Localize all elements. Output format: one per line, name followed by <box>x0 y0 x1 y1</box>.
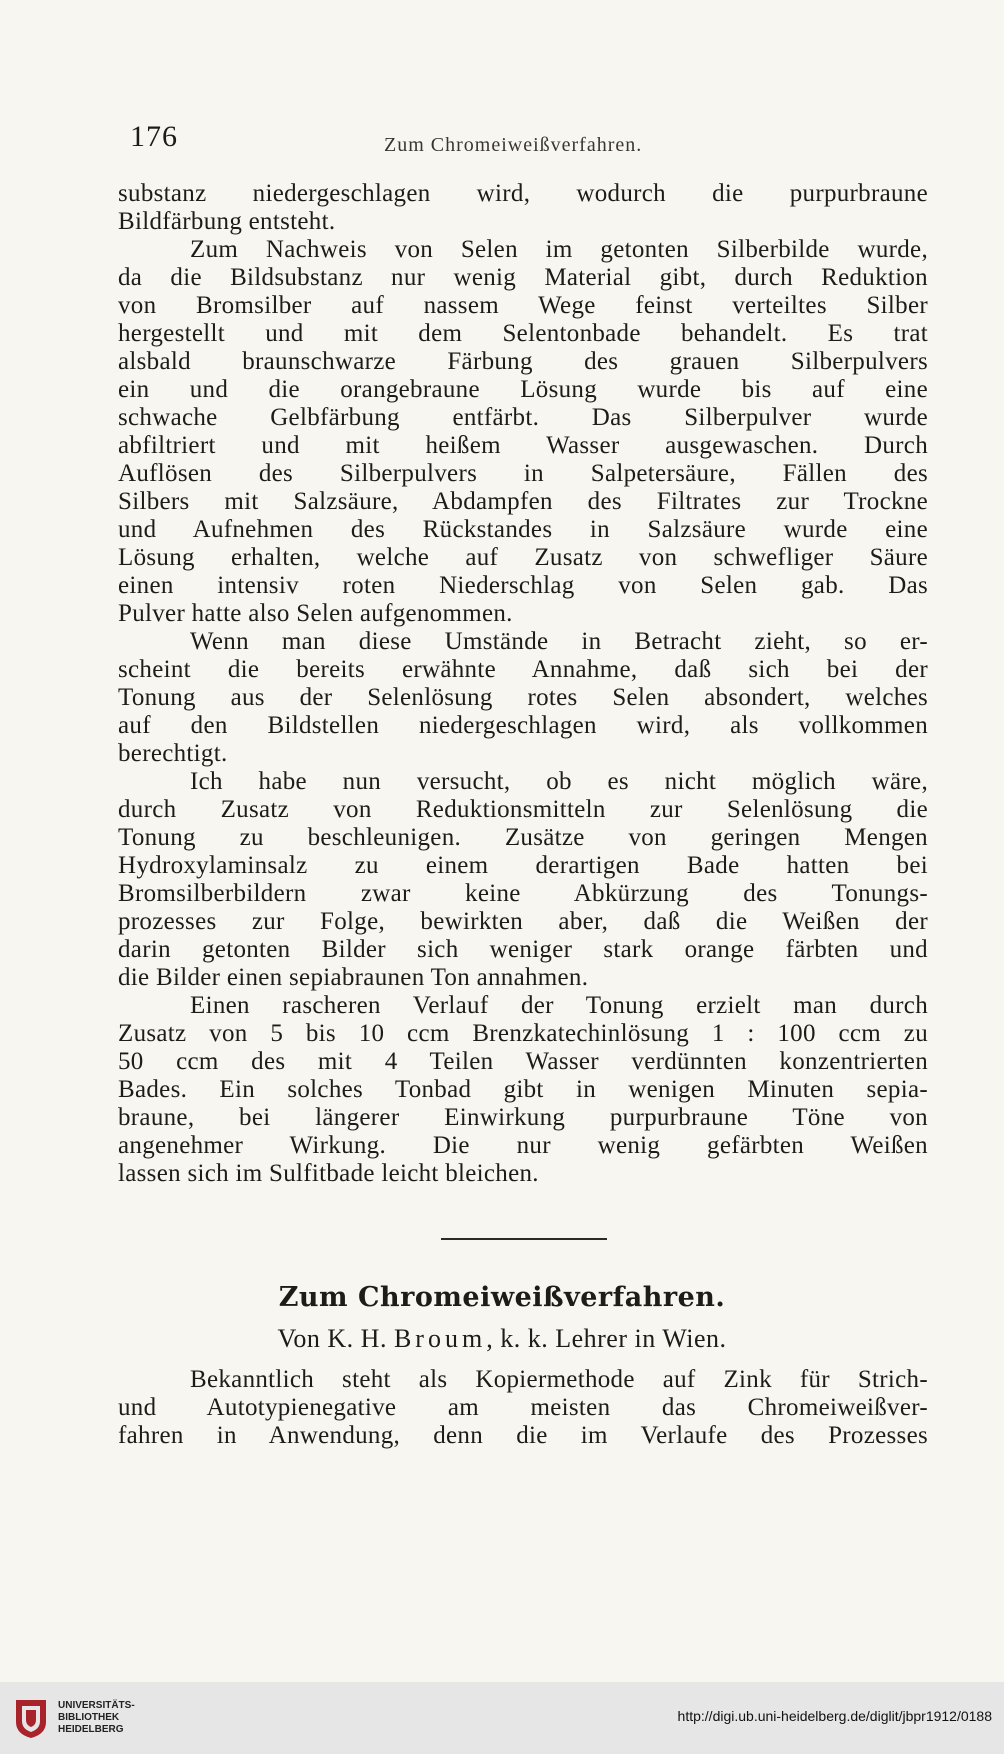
text-line: und Aufnehmen des Rückstandes in Salzsäure wurde eine <box>118 516 928 543</box>
text-line: ein und die orangebraune Lösung wurde bis auf eine <box>118 376 928 403</box>
text-line: Auflösen des Silberpulvers in Salpetersäure, Fällen des <box>118 460 928 487</box>
article-body-text <box>118 1366 928 1450</box>
text-line: Zusatz von 5 bis 10 ccm Brenzkatechinlösung 1 : 100 ccm zu <box>118 1020 928 1047</box>
text-line: prozesses zur Folge, bewirkten aber, daß die Weißen der <box>118 908 928 935</box>
byline-prefix: Von K. H. <box>277 1324 387 1353</box>
text-line: Hydroxylaminsalz zu einem derartigen Bade hatten bei <box>118 852 928 879</box>
viewer-footer <box>0 1682 1004 1754</box>
section-divider <box>441 1238 607 1240</box>
text-line: 50 ccm des mit 4 Teilen Wasser verdünnten konzentrierten <box>118 1048 928 1075</box>
text-line: Einen rascheren Verlauf der Tonung erzielt man durch <box>190 992 928 1019</box>
text-line: Ich habe nun versucht, ob es nicht möglich wäre, <box>190 768 928 795</box>
library-name-line: BIBLIOTHEK <box>58 1712 120 1723</box>
text-line: auf den Bildstellen niedergeschlagen wird, als vollkommen <box>118 712 928 739</box>
text-line: Zum Nachweis von Selen im getonten Silberbilde wurde, <box>190 236 928 263</box>
text-line: einen intensiv roten Niederschlag von Selen gab. Das <box>118 572 928 599</box>
text-line: alsbald braunschwarze Färbung des grauen Silberpulvers <box>118 348 928 375</box>
text-line: Lösung erhalten, welche auf Zusatz von schwefliger Säure <box>118 544 928 571</box>
running-title: Zum Chromeiweißverfahren. <box>384 134 643 156</box>
text-line: Bildfärbung entsteht. <box>118 208 336 235</box>
source-url-link[interactable]: http://digi.ub.uni-heidelberg.de/diglit/jbpr1912/0188 <box>677 1708 992 1724</box>
text-line: durch Zusatz von Reduktionsmitteln zur Selenlösung die <box>118 796 928 823</box>
text-line: Pulver hatte also Selen aufgenommen. <box>118 600 513 627</box>
text-line: braune, bei längerer Einwirkung purpurbraune Töne von <box>118 1104 928 1131</box>
text-line: Tonung zu beschleunigen. Zusätze von geringen Mengen <box>118 824 928 851</box>
text-line: da die Bildsubstanz nur wenig Material gibt, durch Reduktion <box>118 264 928 291</box>
text-line: von Bromsilber auf nassem Wege feinst verteiltes Silber <box>118 292 928 319</box>
text-line: Silbers mit Salzsäure, Abdampfen des Filtrates zur Trockne <box>118 488 928 515</box>
text-line: Wenn man diese Umstände in Betracht zieht, so er- <box>190 628 928 655</box>
body-text <box>118 180 928 1188</box>
text-line: Bades. Ein solches Tonbad gibt in wenigen Minuten sepia- <box>118 1076 928 1103</box>
text-line: die Bilder einen sepiabraunen Ton annahmen. <box>118 964 589 991</box>
article-byline <box>0 1324 1004 1354</box>
text-line: scheint die bereits erwähnte Annahme, daß sich bei der <box>118 656 928 683</box>
text-line: Bromsilberbildern zwar keine Abkürzung des Tonungs- <box>118 880 928 907</box>
text-line: abfiltriert und mit heißem Wasser ausgewaschen. Durch <box>118 432 928 459</box>
byline-suffix: , k. k. Lehrer in Wien. <box>486 1324 727 1353</box>
text-line: Bekanntlich steht als Kopiermethode auf Zink für Strich- <box>190 1366 928 1393</box>
text-line: fahren in Anwendung, denn die im Verlaufe des Prozesses <box>118 1422 928 1449</box>
article-title: Zum Chromeiweißverfahren. <box>278 1282 726 1313</box>
text-line: berechtigt. <box>118 740 228 767</box>
text-line: darin getonten Bilder sich weniger stark orange färbten und <box>118 936 928 963</box>
page-number: 176 <box>130 120 178 153</box>
text-line: substanz niedergeschlagen wird, wodurch die purpurbraune <box>118 180 928 207</box>
byline-author: Broum <box>393 1324 487 1353</box>
text-line: angenehmer Wirkung. Die nur wenig gefärbten Weißen <box>118 1132 928 1159</box>
library-name-line: UNIVERSITÄTS- <box>58 1700 135 1711</box>
text-line: schwache Gelbfärbung entfärbt. Das Silberpulver wurde <box>118 404 928 431</box>
library-name-line: HEIDELBERG <box>58 1724 124 1735</box>
university-seal-icon <box>10 1696 52 1740</box>
text-line: und Autotypienegative am meisten das Chromeiweißver- <box>118 1394 928 1421</box>
text-line: hergestellt und mit dem Selentonbade behandelt. Es trat <box>118 320 928 347</box>
text-line: lassen sich im Sulfitbade leicht bleichen. <box>118 1160 539 1187</box>
library-name <box>58 1700 135 1736</box>
text-line: Tonung aus der Selenlösung rotes Selen absondert, welches <box>118 684 928 711</box>
